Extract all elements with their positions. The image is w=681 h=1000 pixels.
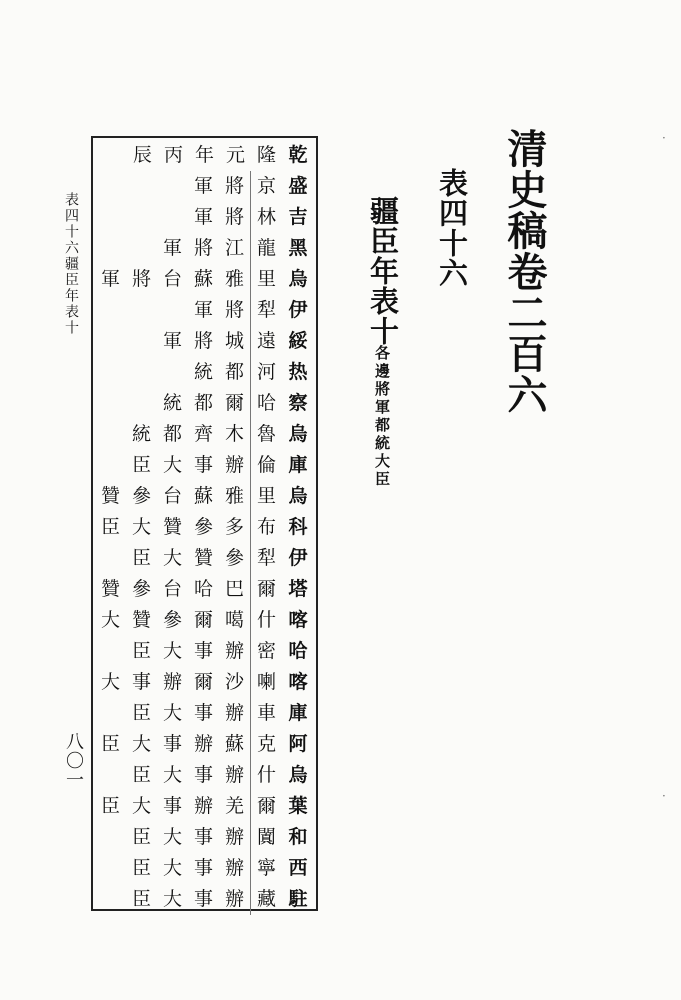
table-row: [91, 884, 314, 915]
table-row: [91, 450, 314, 481]
table-cell: 臣: [131, 826, 151, 848]
table-row: [91, 357, 314, 388]
table-title: 疆臣年表十: [366, 196, 400, 346]
table-cell: 大: [162, 640, 182, 662]
margin-header-part1: 表四十六: [63, 192, 79, 256]
table-cell: 大: [162, 764, 182, 786]
table-cell: 伊: [288, 299, 308, 321]
table-row: [91, 605, 314, 636]
table-cell: 辦: [224, 702, 244, 724]
table-cell: 統: [162, 392, 182, 414]
table-row: [91, 760, 314, 791]
table-cell: 軍: [162, 237, 182, 259]
table-cell: 隆: [256, 144, 276, 166]
table-cell: 闐: [250, 822, 282, 853]
table-cell: 參: [131, 578, 151, 600]
table-cell: 龍: [250, 233, 282, 264]
table-cell: 臣: [131, 702, 151, 724]
table-row: [91, 171, 314, 202]
page-number: 八〇一: [63, 732, 84, 789]
table-cell: 爾: [250, 574, 282, 605]
table-cell: 辦: [162, 671, 182, 693]
table-cell: 密: [250, 636, 282, 667]
table-cell: 倫: [250, 450, 282, 481]
table-cell: 盛: [288, 175, 308, 197]
table-description: 各邊將軍都統大臣: [373, 345, 391, 489]
table-cell: 大: [131, 795, 151, 817]
table-cell: 爾: [193, 671, 213, 693]
table-cell: 木: [224, 423, 244, 445]
table-cell: 城: [224, 330, 244, 352]
table-cell: 阿: [288, 733, 308, 755]
table-row: [91, 574, 314, 605]
table-cell: 大: [162, 857, 182, 879]
table-cell: 臣: [131, 454, 151, 476]
table-cell: 寧: [250, 853, 282, 884]
table-cell: 遠: [250, 326, 282, 357]
table-cell: 河: [250, 357, 282, 388]
table-cell: 爾: [224, 392, 244, 414]
edge-mark: ·: [662, 131, 666, 145]
table-cell: 魯: [250, 419, 282, 450]
table-cell: 事: [193, 857, 213, 879]
table-cell: 臣: [100, 795, 120, 817]
table-row: [91, 264, 314, 295]
table-cell: 喀: [288, 609, 308, 631]
table-cell: 齊: [193, 423, 213, 445]
table-cell: 乾: [288, 144, 308, 166]
table-cell: 沙: [224, 671, 244, 693]
table-cell: 軍: [193, 175, 213, 197]
table-cell: 大: [100, 671, 120, 693]
table-cell: 辦: [224, 640, 244, 662]
table-cell: 都: [162, 423, 182, 445]
table-cell: 臣: [131, 888, 151, 910]
table-cell: 什: [250, 760, 282, 791]
table-cell: 科: [288, 516, 308, 538]
table-cell: 事: [162, 795, 182, 817]
table-cell: 吉: [288, 206, 308, 228]
table-cell: 軍: [193, 206, 213, 228]
table-cell: 喇: [250, 667, 282, 698]
table-cell: 大: [162, 702, 182, 724]
table-cell: 參: [193, 516, 213, 538]
table-cell: 元: [225, 144, 245, 166]
table-cell: 贊: [162, 516, 182, 538]
table-cell: 軍: [162, 330, 182, 352]
table-cell: 烏: [288, 268, 308, 290]
table-cell: 辦: [193, 795, 213, 817]
table-cell: 臣: [100, 733, 120, 755]
table-cell: 里: [250, 264, 282, 295]
table-cell: 台: [162, 578, 182, 600]
table-cell: 臣: [131, 857, 151, 879]
table-cell: 將: [224, 299, 244, 321]
table-row: [91, 388, 314, 419]
table-row: [91, 233, 314, 264]
table-cell: 什: [250, 605, 282, 636]
table-cell: 大: [162, 888, 182, 910]
table-cell: 大: [162, 826, 182, 848]
table-cell: 將: [224, 175, 244, 197]
table-cell: 爾: [193, 609, 213, 631]
table-cell: 哈: [250, 388, 282, 419]
table-cell: 辦: [224, 764, 244, 786]
table-row: [91, 512, 314, 543]
table-row: [91, 667, 314, 698]
table-row: [91, 729, 314, 760]
table-cell: 事: [193, 764, 213, 786]
table-row: [91, 140, 314, 171]
table-cell: 丙: [163, 144, 183, 166]
table-cell: 巴: [224, 578, 244, 600]
table-cell: 蘇: [193, 485, 213, 507]
table-cell: 黑: [288, 237, 308, 259]
margin-header: [60, 192, 82, 336]
margin-header-part2: 疆臣年表十: [63, 256, 79, 336]
table-cell: 事: [131, 671, 151, 693]
table-cell: 都: [193, 392, 213, 414]
table-row: [91, 822, 314, 853]
table-row: [91, 202, 314, 233]
table-cell: 大: [162, 547, 182, 569]
table-cell: 雅: [224, 485, 244, 507]
table-cell: 西: [288, 857, 308, 879]
table-cell: 事: [193, 640, 213, 662]
table-row: [91, 419, 314, 450]
table-row: [91, 636, 314, 667]
table-cell: 參: [131, 485, 151, 507]
table-cell: 臣: [100, 516, 120, 538]
table-cell: 塔: [288, 578, 308, 600]
table-cell: 統: [131, 423, 151, 445]
table-cell: 喀: [288, 671, 308, 693]
table-cell: 事: [193, 888, 213, 910]
table-cell: 車: [250, 698, 282, 729]
table-cell: 大: [131, 733, 151, 755]
table-cell: 軍: [193, 299, 213, 321]
table-cell: 辦: [224, 888, 244, 910]
table-row: [91, 295, 314, 326]
table-cell: 將: [224, 206, 244, 228]
table-cell: 辦: [193, 733, 213, 755]
table-cell: 林: [250, 202, 282, 233]
table-cell: 哈: [193, 578, 213, 600]
table-cell: 热: [288, 361, 308, 383]
table-cell: 葉: [288, 795, 308, 817]
table-cell: 烏: [288, 485, 308, 507]
table-cell: 事: [193, 454, 213, 476]
table-row: [91, 481, 314, 512]
table-cell: 都: [224, 361, 244, 383]
table-row: [91, 543, 314, 574]
table-cell: 克: [250, 729, 282, 760]
table-cell: 辰: [132, 144, 152, 166]
table-cell: 大: [162, 454, 182, 476]
table-cell: 將: [193, 237, 213, 259]
table-cell: 察: [288, 392, 308, 414]
table-cell: 雅: [224, 268, 244, 290]
table-cell: 綏: [288, 330, 308, 352]
table-cell: 辦: [224, 857, 244, 879]
table-cell: 臣: [131, 547, 151, 569]
table-cell: 贊: [193, 547, 213, 569]
table-cell: 蘇: [224, 733, 244, 755]
table-cell: 事: [162, 733, 182, 755]
table-cell: 事: [193, 702, 213, 724]
sub-title: 表四十六: [435, 168, 469, 288]
table-cell: 和: [288, 826, 308, 848]
table-cell: 庫: [288, 454, 308, 476]
table-cell: 贊: [100, 578, 120, 600]
table-cell: 爾: [250, 791, 282, 822]
table-cell: 贊: [131, 609, 151, 631]
table-cell: 贊: [100, 485, 120, 507]
table-cell: 辦: [224, 826, 244, 848]
table-cell: 統: [193, 361, 213, 383]
table-cell: 蘇: [193, 268, 213, 290]
table-cell: 京: [250, 171, 282, 202]
table-cell: 多: [224, 516, 244, 538]
table-cell: 庫: [288, 702, 308, 724]
table-cell: 辦: [224, 454, 244, 476]
table-cell: 台: [162, 485, 182, 507]
table-cell: 年: [194, 144, 214, 166]
table-cell: 羌: [224, 795, 244, 817]
table-row: [91, 791, 314, 822]
table-cell: 參: [162, 609, 182, 631]
table-cell: 事: [193, 826, 213, 848]
table-cell: 駐: [288, 888, 308, 910]
main-title: 清史稿卷二百六: [501, 128, 548, 415]
table-cell: 噶: [224, 609, 244, 631]
table-cell: 大: [100, 609, 120, 631]
table-cell: 犁: [250, 295, 282, 326]
table-cell: 藏: [250, 884, 282, 915]
table-cell: 臣: [131, 764, 151, 786]
table-cell: 伊: [288, 547, 308, 569]
table-row: [91, 326, 314, 357]
table-cell: 臣: [131, 640, 151, 662]
table-cell: 參: [224, 547, 244, 569]
table-cell: 將: [193, 330, 213, 352]
table-cell: 軍: [100, 268, 120, 290]
table-cell: 大: [131, 516, 151, 538]
table-row: [91, 698, 314, 729]
table-row: [91, 853, 314, 884]
table-cell: 台: [162, 268, 182, 290]
table-cell: 布: [250, 512, 282, 543]
table-cell: 哈: [288, 640, 308, 662]
table-cell: 將: [131, 268, 151, 290]
table-cell: 犁: [250, 543, 282, 574]
table-cell: 江: [224, 237, 244, 259]
edge-mark: ·: [662, 789, 666, 803]
table-cell: 烏: [288, 423, 308, 445]
table-cell: 烏: [288, 764, 308, 786]
table-cell: 里: [250, 481, 282, 512]
